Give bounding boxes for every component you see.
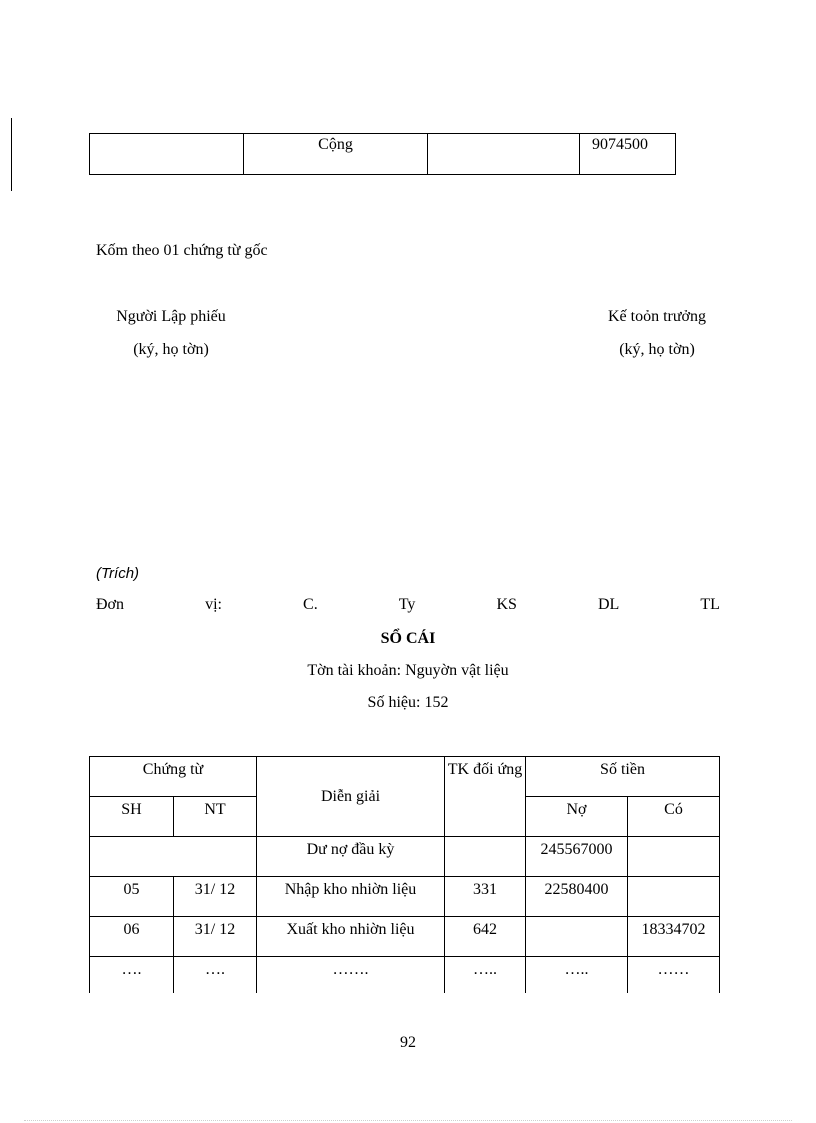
page-number: 92 (400, 1034, 416, 1051)
row-sh: 05 (90, 877, 174, 917)
row-account: 642 (445, 917, 526, 957)
amount-header: Số tiền (526, 757, 720, 797)
row-credit (628, 877, 720, 917)
totals-label: Cộng (244, 134, 428, 175)
page-footer-divider (24, 1120, 792, 1121)
totals-table (89, 133, 676, 175)
row-debit: ….. (526, 957, 628, 993)
margin-bar (11, 118, 12, 191)
table-row (90, 917, 720, 957)
nt-header: NT (174, 797, 257, 837)
row-credit: 18334702 (628, 917, 720, 957)
preparer-signature (96, 308, 246, 359)
row-debit (526, 917, 628, 957)
credit-header: Có (628, 797, 720, 837)
totals-value: 9074500 (580, 134, 676, 175)
row-description: Nhập kho nhiờn liệu (257, 877, 445, 917)
row-nt: 31/ 12 (174, 917, 257, 957)
chief-accountant-title: Kế toỏn trưởng (607, 308, 706, 325)
row-debit: 22580400 (526, 877, 628, 917)
contra-account-header: TK đối ứng (445, 757, 526, 837)
excerpt-label: (Trích) (96, 565, 140, 582)
unit-word: DL (598, 596, 620, 613)
unit-word: vị: (205, 596, 222, 613)
account-number: Số hiệu: 152 (367, 694, 449, 711)
opening-balance-row (90, 837, 720, 877)
description-header: Diễn giải (257, 757, 445, 837)
row-sh: …. (90, 957, 174, 993)
attachment-note: Kốm theo 01 chứng từ gốc (96, 242, 268, 259)
row-description: Xuất kho nhiờn liệu (257, 917, 445, 957)
ledger-title: SỔ CÁI (380, 630, 436, 647)
table-row (90, 957, 720, 993)
row-nt: 31/ 12 (174, 877, 257, 917)
unit-line (96, 596, 720, 614)
debit-header: Nợ (526, 797, 628, 837)
opening-empty-cell (90, 837, 257, 877)
totals-empty-cell (428, 134, 580, 175)
opening-empty-cell (445, 837, 526, 877)
row-credit: …… (628, 957, 720, 993)
ledger-table (89, 756, 720, 993)
unit-word: Ty (398, 596, 416, 613)
table-row (90, 877, 720, 917)
row-account: 331 (445, 877, 526, 917)
totals-empty-cell (90, 134, 244, 175)
unit-word: C. (303, 596, 318, 613)
row-description: ……. (257, 957, 445, 993)
opening-description: Dư nợ đầu kỳ (257, 837, 445, 877)
voucher-header: Chứng từ (90, 757, 257, 797)
totals-row (90, 134, 676, 175)
chief-accountant-note: (ký, họ tờn) (619, 341, 695, 358)
opening-empty-cell (628, 837, 720, 877)
preparer-note: (ký, họ tờn) (133, 341, 209, 358)
unit-word: KS (496, 596, 517, 613)
row-nt: …. (174, 957, 257, 993)
ledger-header-row (90, 757, 720, 797)
opening-debit: 245567000 (526, 837, 628, 877)
sh-header: SH (90, 797, 174, 837)
preparer-title: Người Lập phiếu (116, 308, 226, 325)
row-account: ….. (445, 957, 526, 993)
row-sh: 06 (90, 917, 174, 957)
unit-word: TL (700, 596, 720, 613)
account-name: Tờn tài khoản: Nguyờn vật liệu (307, 662, 509, 679)
chief-accountant-signature (584, 308, 730, 359)
unit-word: Đơn (96, 596, 125, 613)
